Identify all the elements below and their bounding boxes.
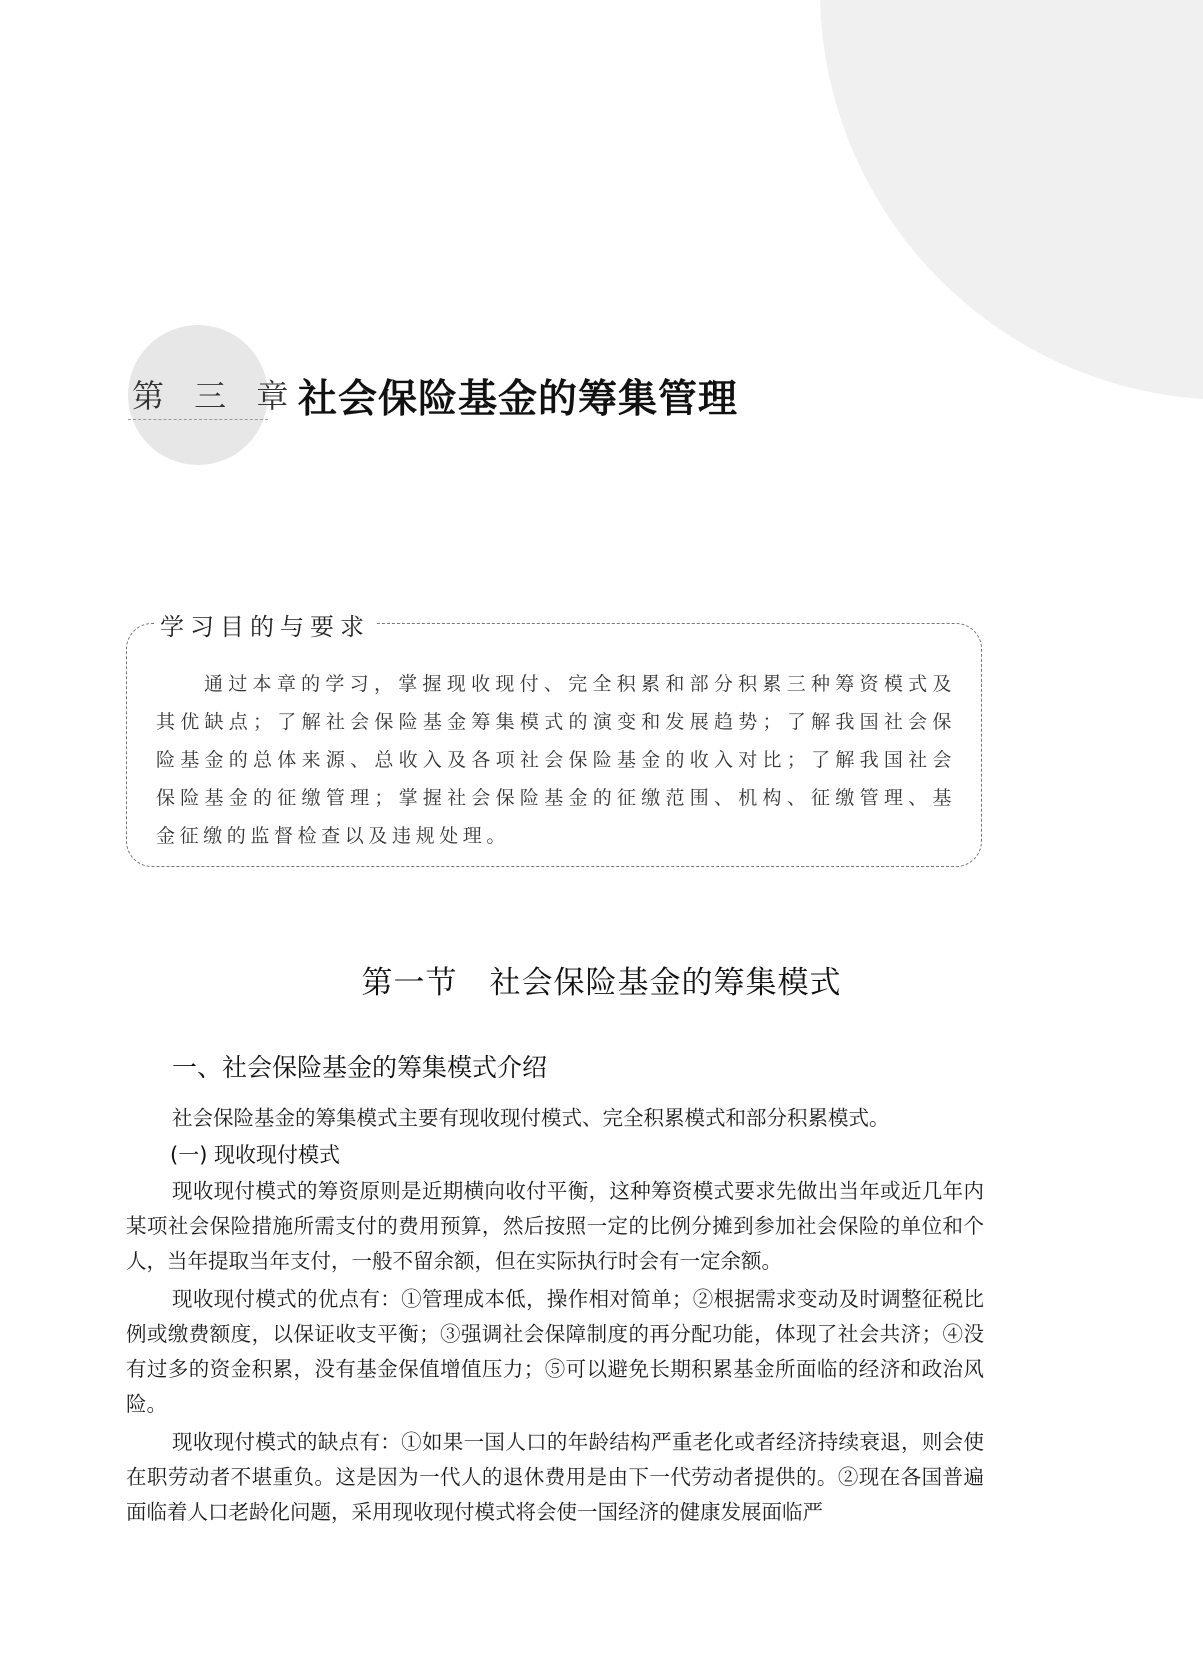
subsubsection-title: (一) 现收现付模式: [170, 1143, 341, 1167]
learning-objectives-title: 学习目的与要求: [154, 607, 376, 642]
subsection-title: 一、社会保险基金的筹集模式介绍: [172, 1053, 548, 1082]
section-title: 第一节 社会保险基金的筹集模式: [361, 965, 842, 1001]
body-paragraph: 现收现付模式的缺点有：①如果一国人口的年龄结构严重老化或者经济持续衰退，则会使在职劳动者不堪重负。这是因为一代人的退休费用是由下一代劳动者提供的。②现在各国普遍面临着人口老龄化问题，采用现收现付模式将会使一国经济的健康发展面临严: [126, 1430, 984, 1524]
body-paragraph: 现收现付模式的筹资原则是近期横向收付平衡，这种筹资模式要求先做出当年或近几年内某项社会保险措施所需支付的费用预算，然后按照一定的比例分摊到参加社会保险的单位和个人，当年提取当年支付，一般不留余额，但在实际执行时会有一定余额。: [126, 1179, 984, 1273]
intro-paragraph: 社会保险基金的筹集模式主要有现收现付模式、完全积累模式和部分积累模式。: [172, 1106, 890, 1130]
decorative-corner-circle: [820, 0, 1203, 400]
body-paragraph: 现收现付模式的优点有：①管理成本低，操作相对简单；②根据需求变动及时调整征税比例或缴费额度，以保证收支平衡；③强调社会保障制度的再分配功能，体现了社会共济；④没有过多的资金积累，没有基金保值增值压力；⑤可以避免长期积累基金所面临的经济和政治风险。: [126, 1287, 984, 1416]
chapter-number-label: 第 三 章: [132, 377, 299, 415]
chapter-badge-divider: [128, 419, 268, 420]
learning-objectives-text: 通过本章的学习，掌握现收现付、完全积累和部分积累三种筹资模式及其优缺点；了解社会保险基金筹集模式的演变和发展趋势；了解我国社会保险基金的总体来源、总收入及各项社会保险基金的收入对比；了解我国社会保险基金的征缴管理；掌握社会保险基金的征缴范围、机构、征缴管理、基金征缴的监督检查以及违规处理。: [156, 673, 956, 847]
chapter-title: 社会保险基金的筹集管理: [298, 376, 739, 422]
